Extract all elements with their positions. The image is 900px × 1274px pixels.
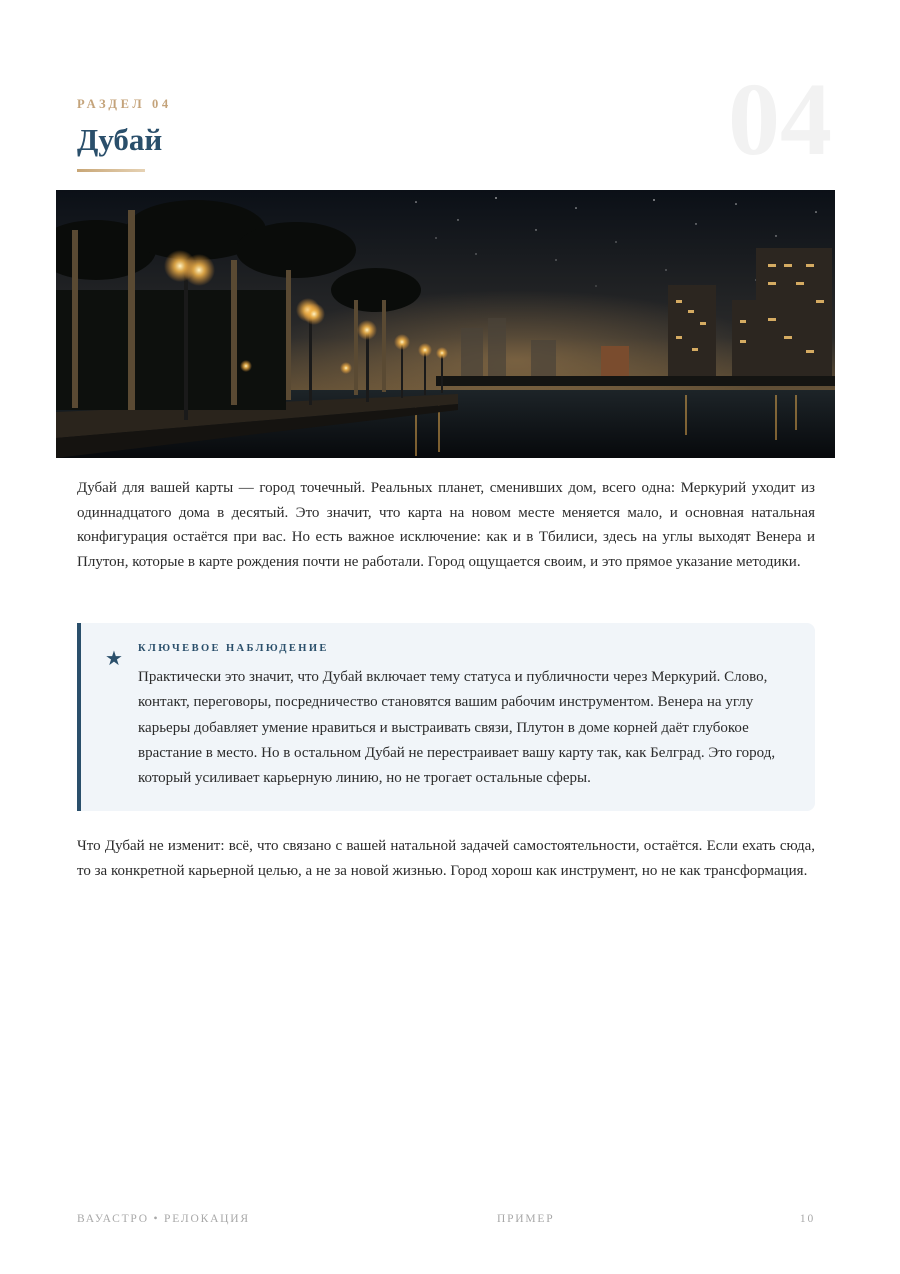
star-icon: ★ — [105, 648, 123, 670]
footer-label: ПРИМЕР — [497, 1213, 555, 1225]
title-underline — [77, 169, 145, 172]
section-number-watermark: 04 — [728, 62, 832, 177]
page-number: 10 — [799, 1213, 815, 1225]
hero-photo — [56, 190, 835, 458]
outro-paragraph: Что Дубай не изменит: всё, что связано с вашей натальной задачей самостоятельности, остаётся. Если ехать сюда, то за конкретной карьерной целью, а не за новой жизнью. Город хорош как инструмент, но не как трансформация. — [77, 838, 815, 879]
callout-text: Практически это значит, что Дубай включает тему статуса и публичности через Меркурий. Слово, контакт, переговоры, посредничество становятся вашим рабочим инструментом. Венера на углу карьеры добавляет умение нравиться и выстраивать связи, Плутон в доме корней даёт глубокое врастание в место. Но в остальном Дубай не перестраивает вашу карту так, как Белград. Это город, который усиливает карьерную линию, но не трогает остальные сферы. — [138, 669, 776, 787]
page-title: Дубай — [77, 122, 163, 157]
key-observation-callout — [77, 623, 815, 811]
section-eyebrow: РАЗДЕЛ 04 — [77, 97, 172, 111]
footer-brand: ВАУАСТРО • РЕЛОКАЦИЯ — [77, 1213, 250, 1225]
callout-label: КЛЮЧЕВОЕ НАБЛЮДЕНИЕ — [138, 643, 329, 654]
intro-paragraph: Дубай для вашей карты — город точечный. Реальных планет, сменивших дом, всего одна: Меркурий уходит из одиннадцатого дома в десятый. Это значит, что карта на новом месте меняется мало, и основная натальная конфигурация остаётся при вас. Но есть важное исключение: как и в Тбилиси, здесь на углы выходят Венера и Плутон, которые в карте рождения почти не работали. Город ощущается своим, и это прямое указание методики. — [77, 480, 815, 570]
